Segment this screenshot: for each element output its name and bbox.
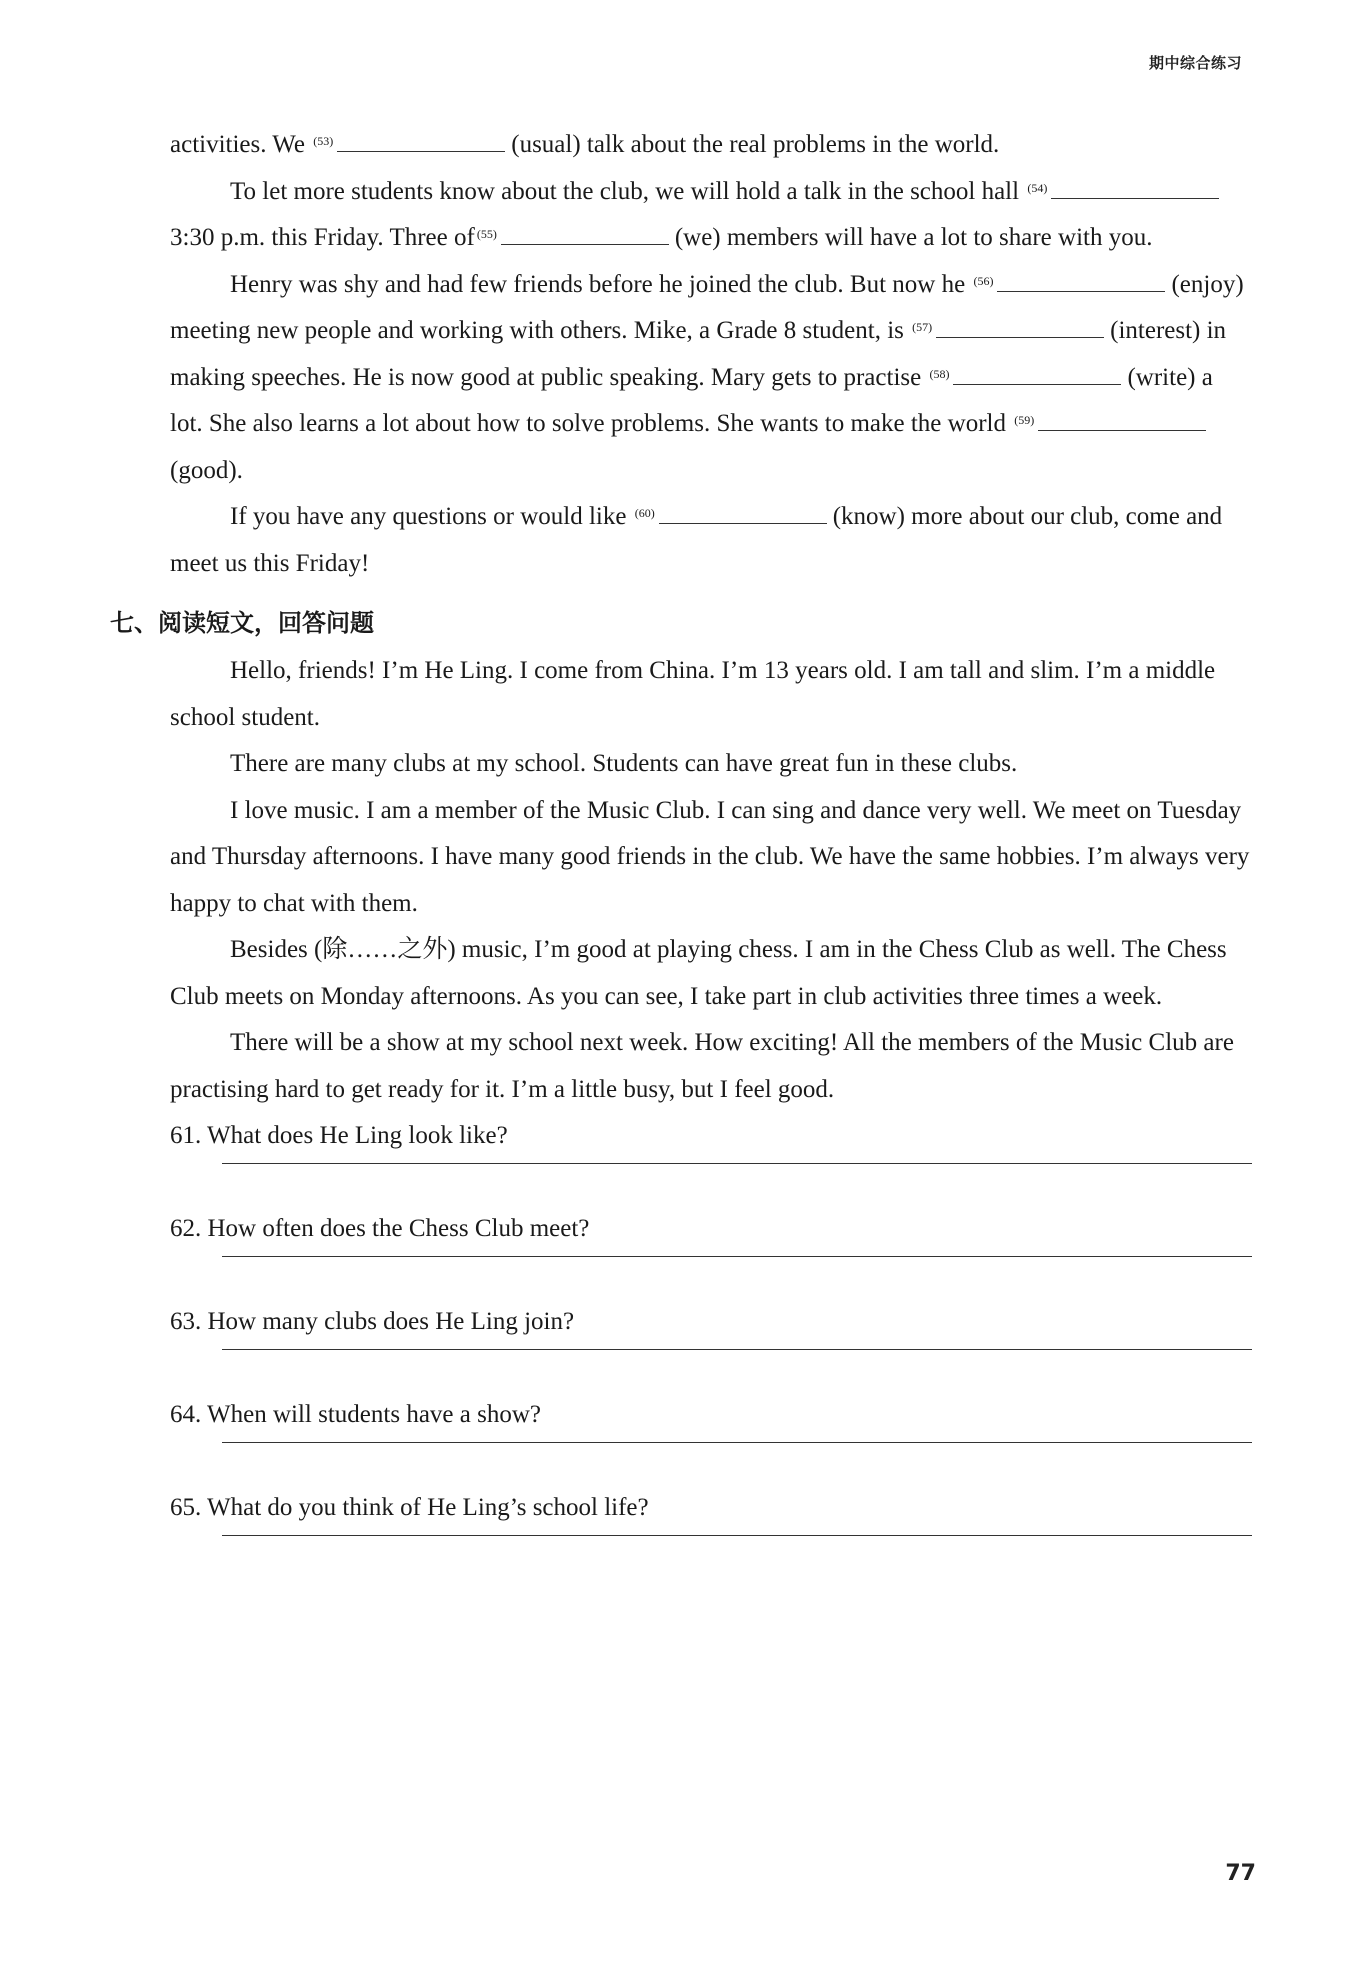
passage-text: (interest) in making speeches. He is now good at public speaking. Mary gets to practise: [170, 317, 1227, 391]
blank-54[interactable]: [1051, 176, 1219, 199]
passage-text: Henry was shy and had few friends before he joined the club. But now he: [230, 270, 966, 298]
blank-58[interactable]: [953, 362, 1121, 385]
passage-text: (enjoy) meeting new people and working with others. Mike, a Grade 8 student, is: [170, 270, 1244, 344]
answer-line-64[interactable]: [222, 1442, 1252, 1443]
blank-55[interactable]: [501, 222, 669, 245]
blank-number: (58): [929, 366, 950, 381]
passage-text: (usual) talk about the real problems in the world.: [511, 131, 1000, 158]
question-61: 61. What does He Ling look like?: [170, 1122, 508, 1149]
blank-59[interactable]: [1038, 408, 1206, 431]
section-title: 七、阅读短文，回答问题: [110, 609, 374, 637]
page-number: 77: [1225, 1861, 1256, 1886]
passage-text: activities. We: [170, 131, 305, 158]
blank-60[interactable]: [659, 501, 827, 524]
question-62: 62. How often does the Chess Club meet?: [170, 1215, 590, 1242]
answer-line-63[interactable]: [222, 1349, 1252, 1350]
passage-paragraph-2: [170, 169, 1250, 262]
reading-paragraph-4: Besides (除……之外) music, I’m good at playing chess. I am in the Chess Club as well. The Chess Club meets on Monday afternoons. As you can see, I take part in club activities three times a week.: [170, 936, 1227, 1010]
answer-line-62[interactable]: [222, 1256, 1252, 1257]
question-65: 65. What do you think of He Ling’s school life?: [170, 1494, 649, 1521]
blank-number: (54): [1027, 180, 1048, 195]
blank-number: (56): [973, 273, 994, 288]
passage-text: If you have any questions or would like: [230, 503, 627, 530]
blank-57[interactable]: [936, 315, 1104, 338]
passage-text: (we) members will have a lot to share with you.: [674, 224, 1153, 251]
passage-text: (know) more about our club, come and meet us this Friday!: [170, 503, 1223, 577]
passage-paragraph-3: [170, 262, 1250, 495]
reading-paragraph-5: There will be a show at my school next week. How exciting! All the members of the Music Club are practising hard to get ready for it. I’m a little busy, but I feel good.: [170, 1029, 1234, 1103]
blank-number: (53): [313, 134, 334, 148]
passage-paragraph-4: [170, 494, 1250, 587]
blank-number: (57): [912, 320, 933, 334]
passage-text: To let more students know about the club, we will hold a talk in the school hall: [230, 177, 1020, 205]
blank-number: (59): [1014, 413, 1035, 427]
blank-53[interactable]: [337, 129, 505, 152]
passage-text: (good).: [170, 456, 243, 484]
page-header: 期中综合练习: [1148, 54, 1242, 72]
answer-line-65[interactable]: [222, 1535, 1252, 1536]
reading-paragraph-1: Hello, friends! I’m He Ling. I come from China. I’m 13 years old. I am tall and slim. I’m a middle school student.: [170, 657, 1216, 731]
passage-text: (write) a lot. She also learns a lot about how to solve problems. She wants to make the world: [170, 363, 1213, 437]
question-64: 64. When will students have a show?: [170, 1401, 541, 1428]
question-63: 63. How many clubs does He Ling join?: [170, 1308, 575, 1335]
answer-line-61[interactable]: [222, 1163, 1252, 1164]
passage-text: 3:30 p.m. this Friday. Three of: [170, 224, 475, 251]
page-content: [110, 122, 1250, 1578]
reading-paragraph-3: I love music. I am a member of the Music Club. I can sing and dance very well. We meet on Tuesday and Thursday afternoons. I have many good friends in the club. We have the same hobbies. I’m always very happy to chat with them.: [170, 796, 1250, 917]
blank-56[interactable]: [997, 269, 1165, 292]
reading-paragraph-2: There are many clubs at my school. Students can have great fun in these clubs.: [230, 750, 1018, 777]
blank-number: (60): [634, 506, 655, 520]
passage-paragraph-1: [170, 122, 1250, 169]
blank-number: (55): [476, 227, 497, 241]
